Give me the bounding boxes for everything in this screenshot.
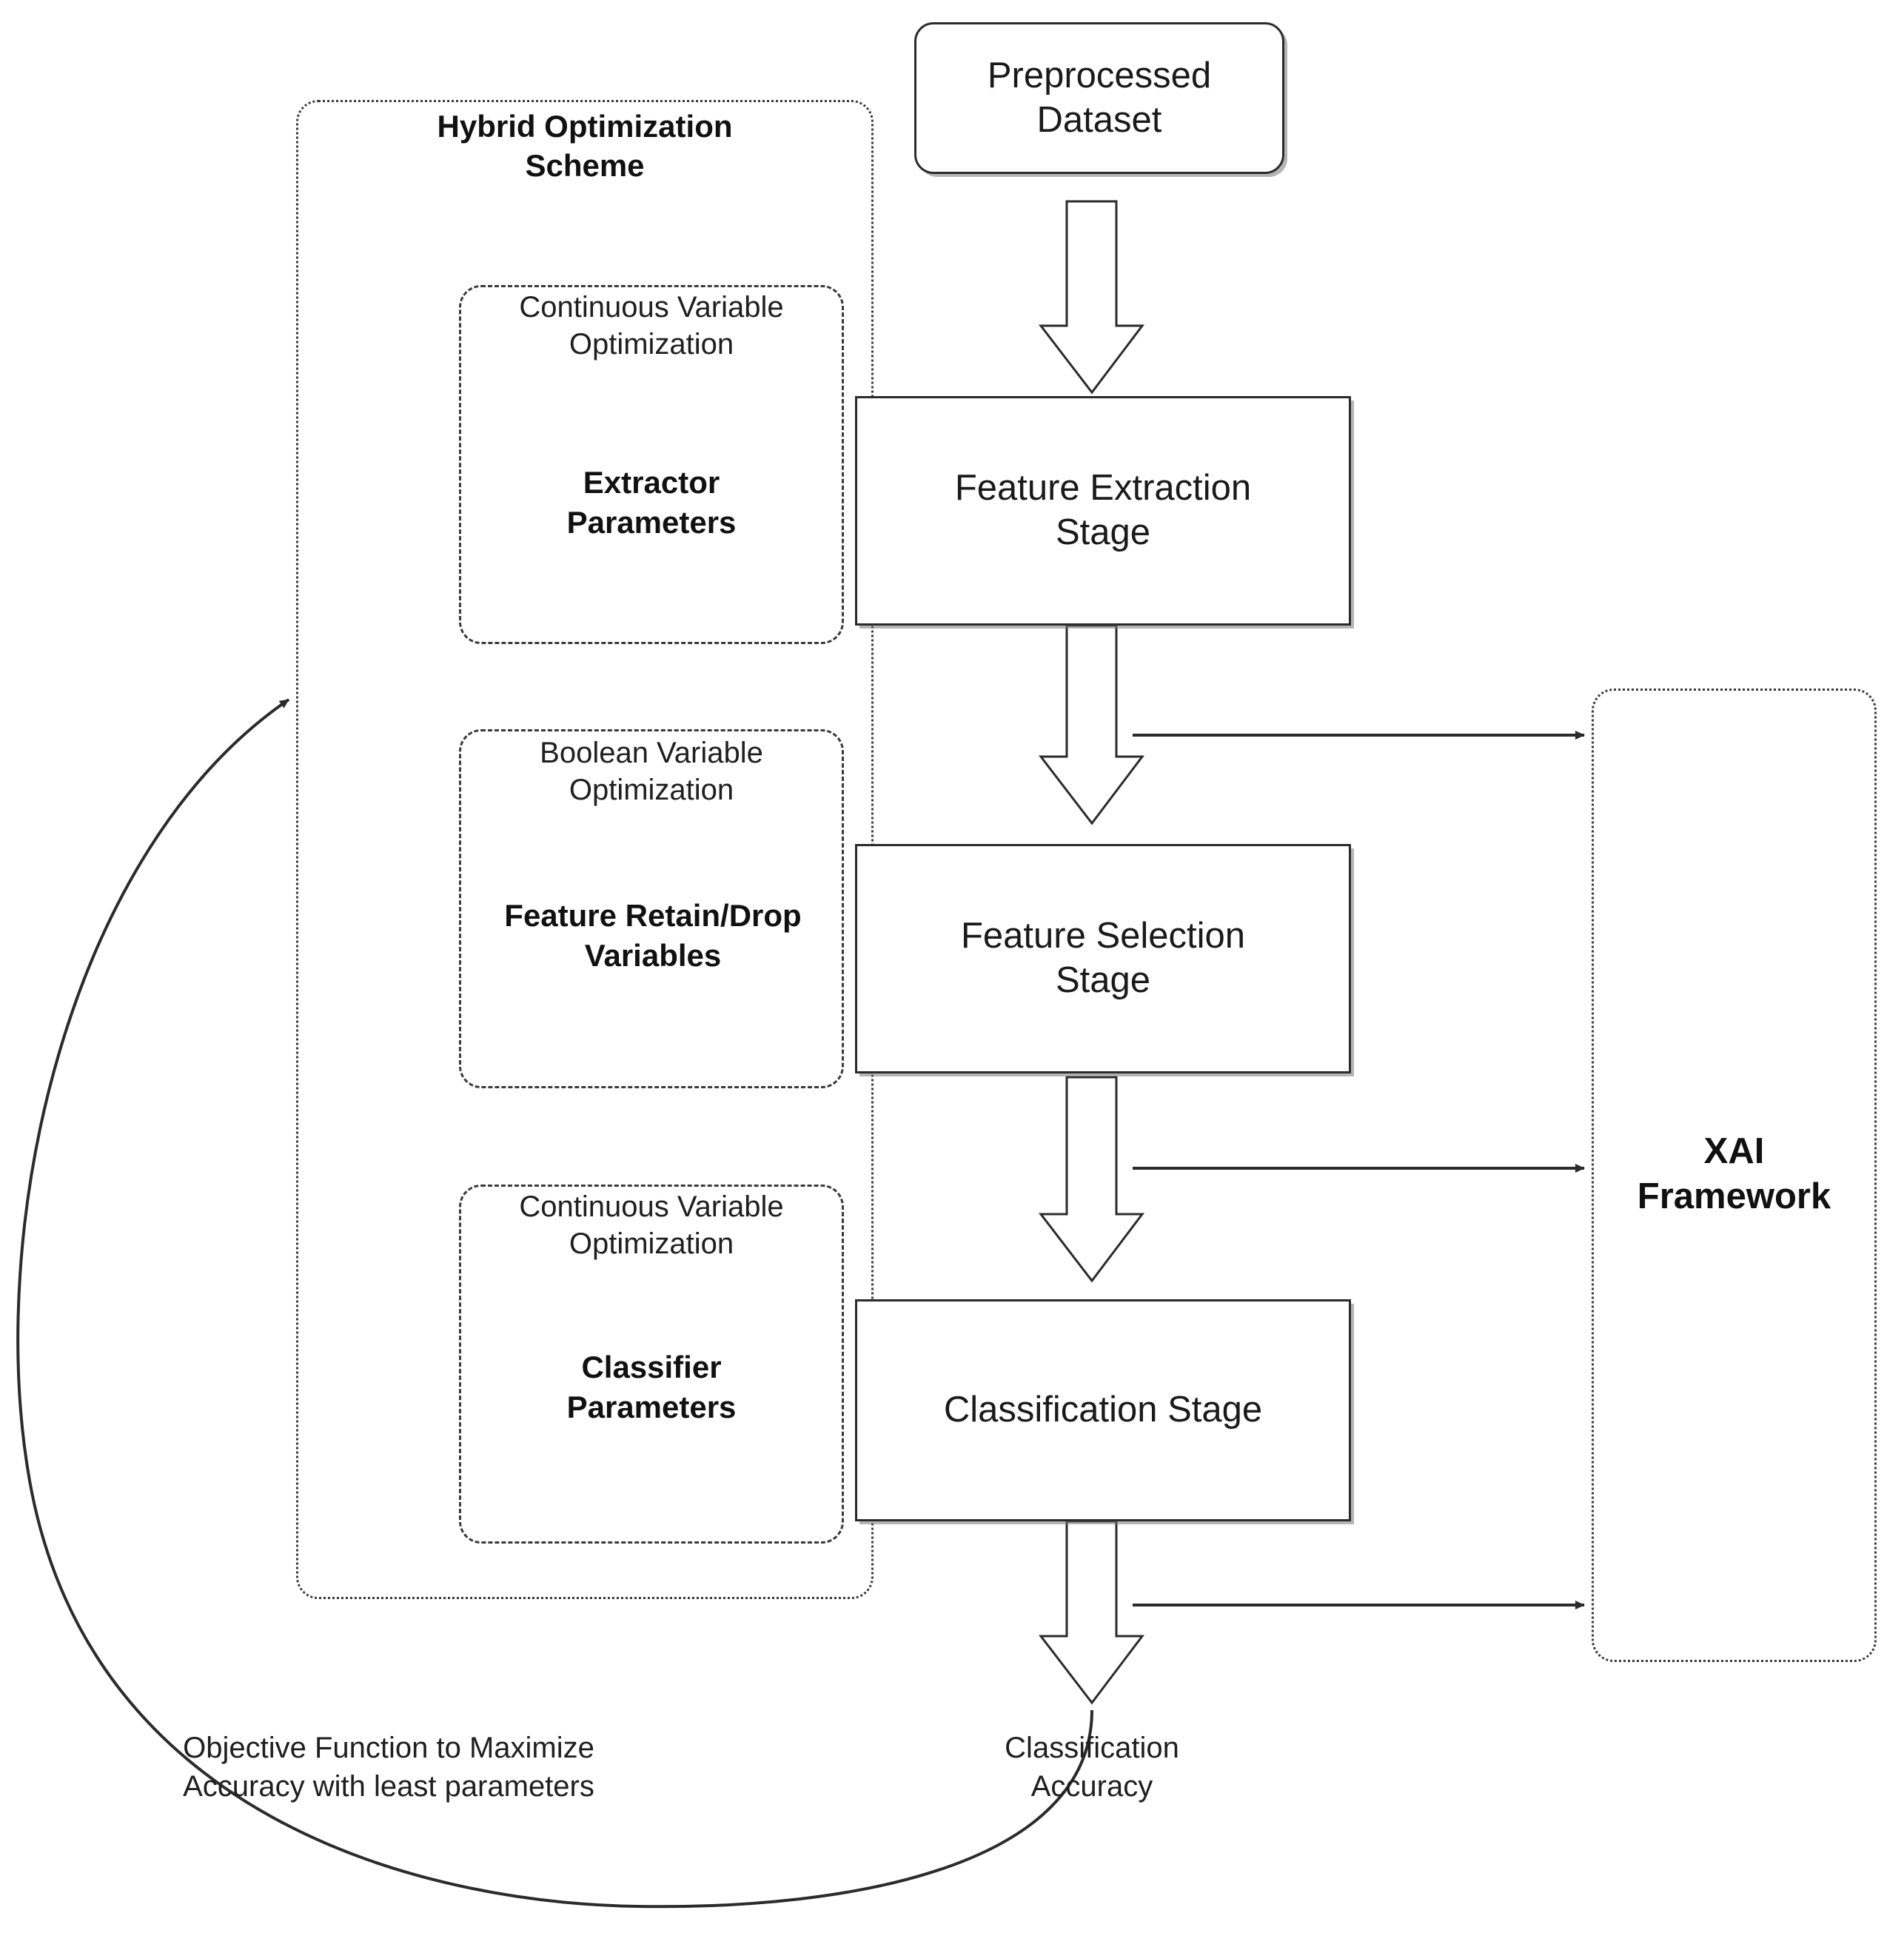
- node-feature-extraction-stage: [855, 396, 1351, 626]
- arrow-dataset-to-extraction: [1041, 201, 1142, 392]
- arrow-classification-to-accuracy: [1041, 1521, 1142, 1703]
- node-classification-stage: [855, 1299, 1351, 1521]
- label-objective-function: Objective Function to Maximize Accuracy with least parameters: [183, 1732, 594, 1803]
- label-hybrid-optimization-scheme: Hybrid Optimization Scheme: [318, 107, 851, 185]
- label-boolean-variable-optimization: Boolean Variable Optimization: [474, 734, 829, 808]
- node-feature-selection-stage: [855, 844, 1351, 1073]
- node-feature-selection-stage-text: Feature Selection Stage: [960, 916, 1246, 1000]
- label-continuous-variable-optimization-bottom: Continuous Variable Optimization: [474, 1188, 829, 1262]
- node-preprocessed-dataset: [914, 22, 1284, 174]
- label-feature-retain-drop-variables: Feature Retain/Drop Variables: [504, 898, 802, 973]
- node-feature-extraction-stage-text: Feature Extraction Stage: [954, 468, 1252, 552]
- label-xai-framework: XAI Framework: [1637, 1131, 1831, 1217]
- arrow-selection-to-classification: [1041, 1077, 1142, 1281]
- node-preprocessed-dataset-text: Preprocessed Dataset: [987, 55, 1212, 140]
- label-extractor-parameters: Extractor Parameters: [566, 465, 737, 540]
- label-classification-accuracy: Classification Accuracy: [1005, 1732, 1179, 1803]
- label-continuous-variable-optimization-top: Continuous Variable Optimization: [474, 289, 829, 363]
- arrow-extraction-to-selection: [1041, 626, 1142, 823]
- label-classifier-parameters: Classifier Parameters: [566, 1350, 737, 1424]
- node-classification-stage-text: Classification Stage: [943, 1390, 1263, 1430]
